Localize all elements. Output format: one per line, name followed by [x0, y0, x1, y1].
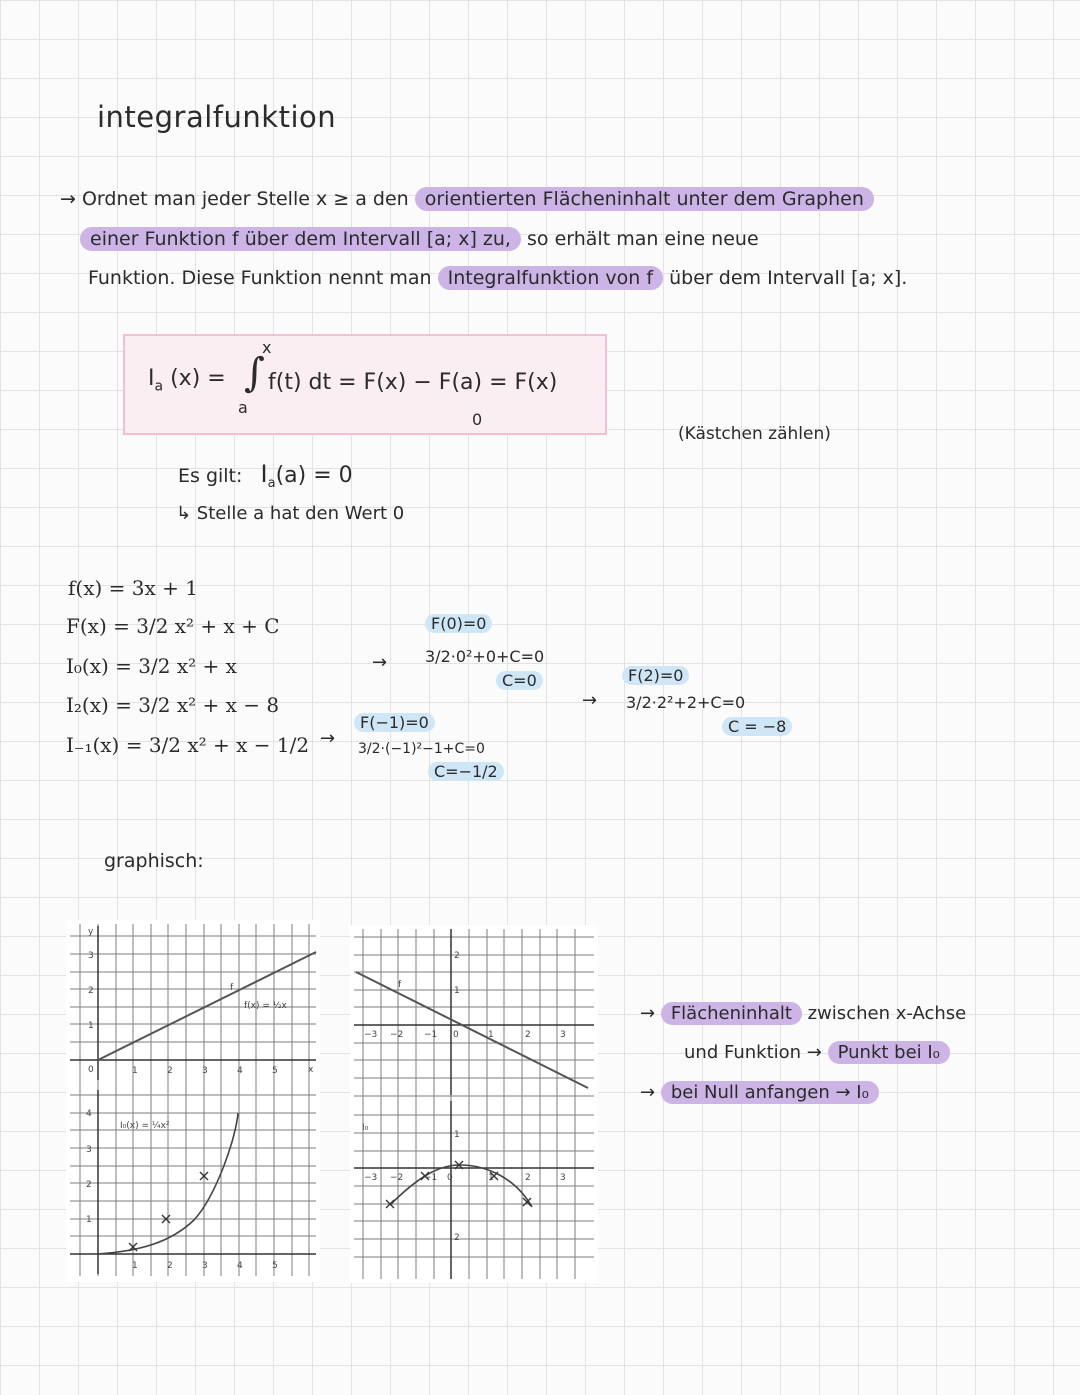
- g4-tx-2: 2: [525, 1173, 531, 1183]
- g4-ty-1: 1: [454, 1130, 460, 1140]
- g2-ty-4: 4: [86, 1109, 92, 1119]
- note-line-1: [640, 1003, 966, 1024]
- g1-tx-1: 1: [132, 1066, 138, 1076]
- definition-line-3: [88, 267, 907, 289]
- calc0-head: F(0)=0: [425, 614, 492, 633]
- definition-line-1-text: → Ordnet man jeder Stelle x ≥ a den: [60, 188, 409, 210]
- formula-lhs-sub: a: [154, 378, 164, 395]
- calcm1-result: C=−1/2: [428, 762, 504, 781]
- formula-lhs: [148, 366, 226, 394]
- g2-ty-3: 3: [86, 1145, 92, 1155]
- underbrace-zero: 0: [472, 410, 483, 429]
- calc2-head: F(2)=0: [622, 666, 689, 685]
- example-I0: I₀(x) = 3/2 x² + x: [66, 654, 237, 678]
- es-gilt-arrow: ↳ Stelle a hat den Wert 0: [176, 503, 405, 524]
- g1-f: f: [230, 983, 234, 993]
- page-title: integralfunktion: [97, 100, 337, 134]
- g4-tx-3: 3: [560, 1173, 566, 1183]
- g2-tx-5: 5: [272, 1261, 278, 1271]
- calc2-result: C = −8: [722, 717, 792, 736]
- example-Im1: I₋₁(x) = 3/2 x² + x − 1/2: [66, 733, 310, 757]
- integral-lower: a: [238, 398, 248, 417]
- g2-tx-2: 2: [167, 1261, 173, 1271]
- g2-tx-4: 4: [237, 1261, 243, 1271]
- g1-x: x: [308, 1065, 314, 1075]
- g4-tx-1: 1: [488, 1173, 494, 1183]
- highlight-integralfunktion: Integralfunktion von f: [438, 266, 663, 290]
- g3-f: f: [398, 980, 402, 990]
- note-line-2: [684, 1042, 950, 1063]
- es-gilt-label: Es gilt:: [178, 465, 243, 487]
- definition-line-3-post: über dem Intervall [a; x].: [669, 267, 908, 289]
- graphs-right: [350, 925, 598, 1283]
- g1-tx-3: 3: [202, 1066, 208, 1076]
- g1-eq: f(x) = ½x: [244, 1001, 287, 1011]
- g4-ty-2: 2: [454, 1233, 460, 1243]
- note-highlight-area: Flächeninhalt: [661, 1002, 802, 1025]
- arrow-to-calc0: →: [372, 652, 388, 673]
- definition-line-3-text: Funktion. Diese Funktion nennt man: [88, 267, 432, 289]
- note-highlight-point: Punkt bei I₀: [828, 1041, 950, 1064]
- calcm1-line: 3/2·(−1)²−1+C=0: [358, 741, 485, 757]
- graph-bg-right: [350, 925, 598, 1283]
- calc0-result: C=0: [496, 671, 543, 690]
- g1-ty-2: 2: [88, 986, 94, 996]
- es-gilt-eq: (a) = 0: [275, 463, 353, 488]
- calc0-line: 3/2·0²+0+C=0: [425, 647, 545, 666]
- note-arrow-1: →: [640, 1003, 656, 1024]
- g4-tx-0: 0: [447, 1173, 453, 1183]
- g1-y: y: [88, 927, 94, 937]
- formula-lhs-arg: (x) =: [170, 366, 226, 391]
- g1-ty-1: 1: [88, 1021, 94, 1031]
- g2-tx-1: 1: [132, 1261, 138, 1271]
- definition-line-2-text: so erhält man eine neue: [527, 228, 759, 250]
- integral-sign: ∫: [244, 350, 265, 396]
- graphisch-label: graphisch:: [104, 850, 204, 872]
- g3-tx-0: 0: [453, 1030, 459, 1040]
- note-line-1-text: zwischen x-Achse: [807, 1003, 967, 1024]
- definition-line-2: [80, 228, 759, 250]
- definition-line-1: [60, 188, 874, 210]
- formula-rhs: f(t) dt = F(x) − F(a) = F(x): [268, 370, 558, 395]
- es-gilt-i: I: [260, 460, 268, 488]
- g1-tx-5: 5: [272, 1066, 278, 1076]
- g3-tx-m3: −3: [364, 1030, 378, 1040]
- g2-ty-1: 1: [86, 1215, 92, 1225]
- g1-ty-3: 3: [88, 951, 94, 961]
- g4-tx-m1: −1: [424, 1173, 438, 1183]
- example-I2: I₂(x) = 3/2 x² + x − 8: [66, 693, 280, 717]
- note-line-3: [640, 1082, 879, 1103]
- arrow-to-calcm1: →: [320, 728, 336, 749]
- highlight-function: einer Funktion f über dem Intervall [a; x] zu,: [80, 227, 521, 251]
- g1-zero: 0: [88, 1065, 94, 1075]
- note-highlight-zero: bei Null anfangen → I₀: [661, 1081, 879, 1104]
- example-f: f(x) = 3x + 1: [68, 576, 198, 600]
- note-count-boxes: (Kästchen zählen): [678, 424, 831, 444]
- note-arrow-3: →: [640, 1082, 656, 1103]
- g3-tx-1: 1: [488, 1030, 494, 1040]
- g3-tx-3: 3: [560, 1030, 566, 1040]
- g3-tx-m2: −2: [390, 1030, 404, 1040]
- g4-tx-m2: −2: [390, 1173, 404, 1183]
- highlight-area: orientierten Flächeninhalt unter dem Graphen: [415, 187, 874, 211]
- g2-ty-2: 2: [86, 1180, 92, 1190]
- g3-ty-2: 2: [454, 951, 460, 961]
- g3-tx-m1: −1: [424, 1030, 438, 1040]
- graphs-left: [66, 920, 320, 1282]
- integral-upper: x: [262, 338, 272, 357]
- g4-tx-m3: −3: [364, 1173, 378, 1183]
- note-line-2-text: und Funktion →: [684, 1042, 822, 1063]
- g2-tx-3: 3: [202, 1261, 208, 1271]
- es-gilt-sub: a: [267, 475, 276, 491]
- g3-ty-1: 1: [454, 986, 460, 996]
- arrow-to-calc2: →: [582, 690, 598, 711]
- graph-bg-left: [66, 920, 320, 1282]
- g2-label: I₀(x) = ¼x²: [120, 1121, 170, 1131]
- g3-tx-2: 2: [525, 1030, 531, 1040]
- g1-tx-4: 4: [237, 1066, 243, 1076]
- g1-tx-2: 2: [167, 1066, 173, 1076]
- calcm1-head: F(−1)=0: [354, 713, 435, 732]
- example-F: F(x) = 3/2 x² + x + C: [66, 614, 280, 638]
- g4-label: I₀: [362, 1123, 369, 1133]
- calc2-line: 3/2·2²+2+C=0: [626, 693, 746, 712]
- es-gilt: [178, 460, 353, 491]
- formula-lhs-i: I: [148, 366, 155, 391]
